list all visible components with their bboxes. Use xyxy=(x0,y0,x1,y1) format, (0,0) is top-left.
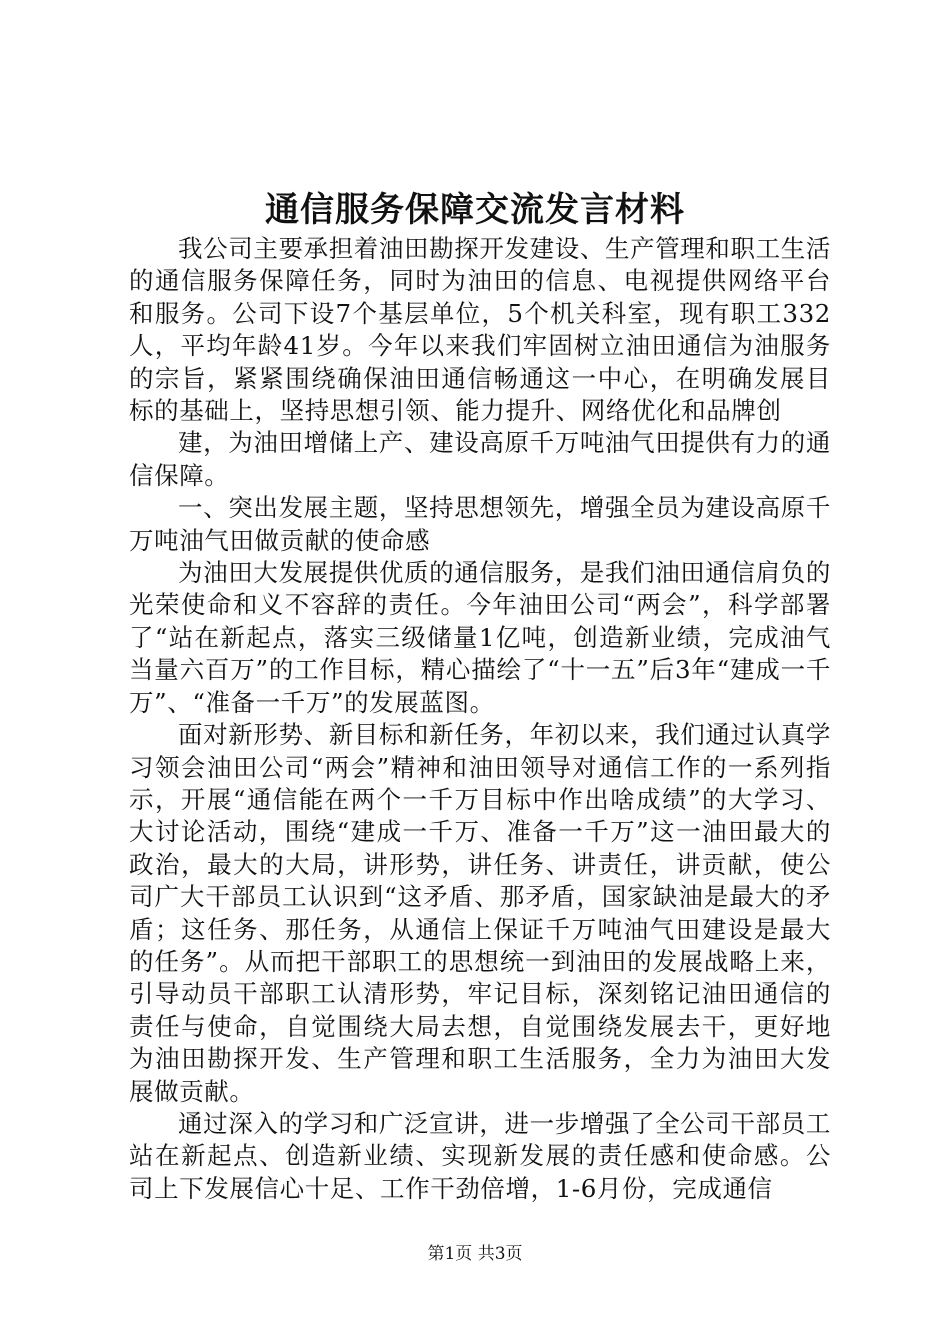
page-footer: 第1页 共3页 xyxy=(427,1244,523,1264)
document-title: 通信服务保障交流发言材料 xyxy=(265,190,685,230)
paragraph-intro: 我公司主要承担着油田勘探开发建设、生产管理和职工生活的通信服务保障任务，同时为油田的信息、电视提供网络平台和服务。公司下设7个基层单位，5个机关科室，现有职工332人，平均年龄41岁。今年以来我们牢固树立油田通信为油服务的宗旨，紧紧围绕确保油田通信畅通这一中心，在明确发展目标的基础上，坚持思想引领、能力提升、网络优化和品牌创 xyxy=(129,234,831,426)
paragraph-mission: 为油田大发展提供优质的通信服务，是我们油田通信肩负的光荣使命和义不容辞的责任。今年油田公司“两会”，科学部署了“站在新起点，落实三级储量1亿吨，创造新业绩，完成油气当量六百万”的工作目标，精心描绘了“十一五”后3年“建成一千万”、“准备一千万”的发展蓝图。 xyxy=(129,558,831,717)
paragraph-results: 通过深入的学习和广泛宣讲，进一步增强了全公司干部员工站在新起点、创造新业绩、实现新发展的责任感和使命感。公司上下发展信心十足、工作干劲倍增，1-6月份，完成通信 xyxy=(129,1108,831,1203)
document-body xyxy=(129,233,831,1205)
section-heading-1: 一、突出发展主题，坚持思想领先，增强全员为建设高原千万吨油气田做贡献的使命感 xyxy=(129,493,831,555)
paragraph-intro-continued: 建，为油田增储上产、建设高原千万吨油气田提供有力的通信保障。 xyxy=(129,428,831,490)
paragraph-new-situation: 面对新形势、新目标和新任务，年初以来，我们通过认真学习领会油田公司“两会”精神和油田领导对通信工作的一系列指示，开展“通信能在两个一千万目标中作出啥成绩”的大学习、大讨论活动，围绕“建成一千万、准备一千万”这一油田最大的政治，最大的大局，讲形势，讲任务、讲责任，讲贡献，使公司广大干部员工认识到“这矛盾、那矛盾，国家缺油是最大的矛盾；这任务、那任务，从通信上保证千万吨油气田建设是最大的任务”。从而把干部职工的思想统一到油田的发展战略上来，引导动员干部职工认清形势，牢记目标，深刻铭记油田通信的责任与使命，自觉围绕大局去想，自觉围绕发展去干，更好地为油田勘探开发、生产管理和职工生活服务，全力为油田大发展做贡献。 xyxy=(129,720,831,1106)
